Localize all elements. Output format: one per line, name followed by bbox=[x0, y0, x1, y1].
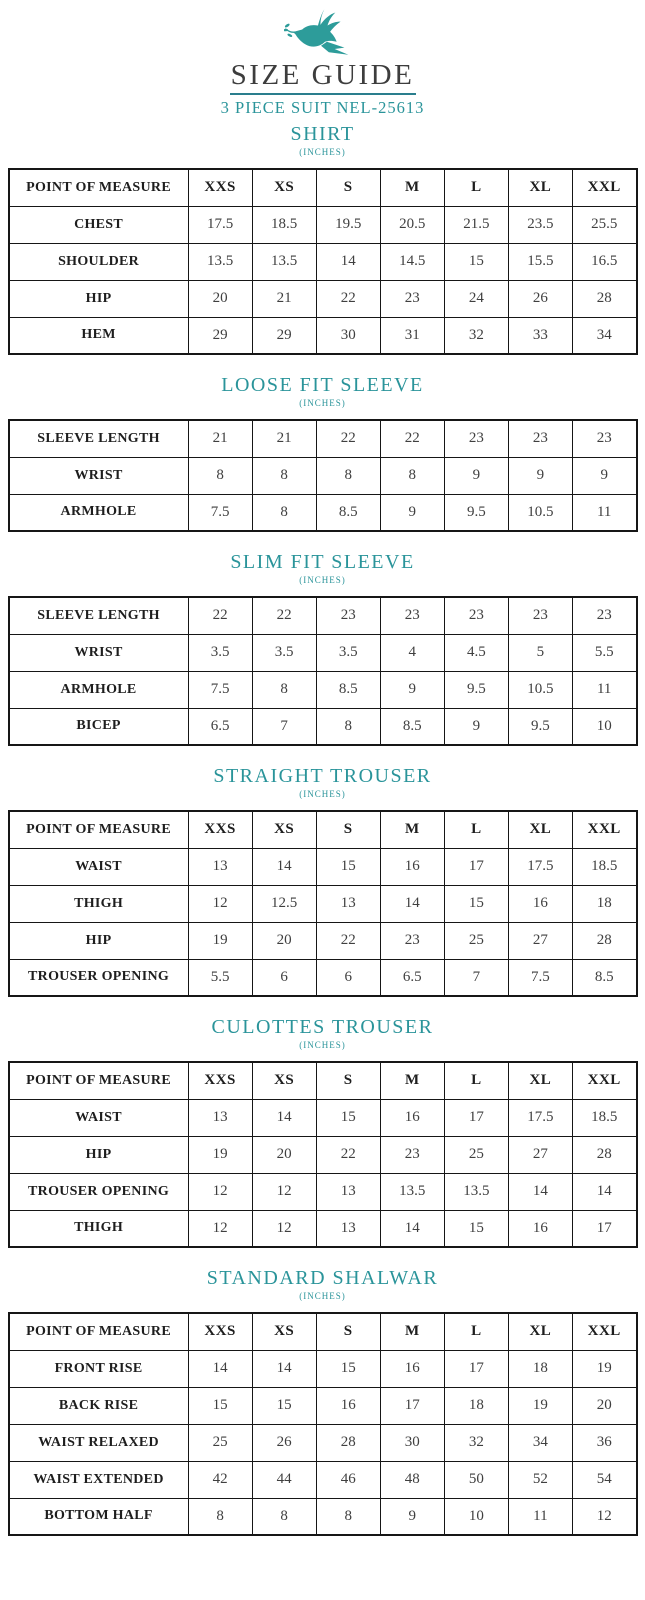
measure-label-cell: WAIST EXTENDED bbox=[9, 1461, 189, 1498]
size-tables-container bbox=[0, 121, 645, 1536]
section-title: SLIM FIT SLEEVE bbox=[230, 551, 415, 573]
measure-label-cell: CHEST bbox=[9, 206, 189, 243]
measure-value-cell: 17.5 bbox=[508, 848, 572, 885]
measure-value-cell: 8.5 bbox=[316, 494, 380, 531]
size-header-cell: XXL bbox=[572, 1313, 636, 1350]
measure-value-cell: 13 bbox=[316, 885, 380, 922]
measurement-row bbox=[9, 1173, 637, 1210]
measurement-row bbox=[9, 634, 637, 671]
measure-value-cell: 17 bbox=[380, 1387, 444, 1424]
section-unit-label: (INCHES) bbox=[299, 398, 346, 408]
measurement-row bbox=[9, 848, 637, 885]
measure-value-cell: 17 bbox=[444, 1350, 508, 1387]
measure-value-cell: 18 bbox=[508, 1350, 572, 1387]
measure-value-cell: 21 bbox=[252, 280, 316, 317]
size-header-row bbox=[9, 1062, 637, 1099]
measure-value-cell: 24 bbox=[444, 280, 508, 317]
measure-label-cell: WAIST bbox=[9, 848, 189, 885]
measure-value-cell: 9 bbox=[380, 671, 444, 708]
measure-value-cell: 7 bbox=[444, 959, 508, 996]
size-header-cell: L bbox=[444, 169, 508, 206]
measure-value-cell: 30 bbox=[316, 317, 380, 354]
measure-value-cell: 20.5 bbox=[380, 206, 444, 243]
size-header-cell: XS bbox=[252, 169, 316, 206]
measure-value-cell: 22 bbox=[188, 597, 252, 634]
measure-value-cell: 26 bbox=[252, 1424, 316, 1461]
measure-value-cell: 42 bbox=[188, 1461, 252, 1498]
measure-value-cell: 28 bbox=[572, 922, 636, 959]
measure-value-cell: 20 bbox=[252, 1136, 316, 1173]
measurement-row bbox=[9, 1099, 637, 1136]
measure-value-cell: 13 bbox=[316, 1173, 380, 1210]
measure-value-cell: 6.5 bbox=[380, 959, 444, 996]
measure-value-cell: 18.5 bbox=[252, 206, 316, 243]
size-header-cell: M bbox=[380, 169, 444, 206]
measure-value-cell: 13.5 bbox=[380, 1173, 444, 1210]
measure-value-cell: 8 bbox=[252, 494, 316, 531]
size-table-body bbox=[9, 1062, 637, 1247]
size-table bbox=[8, 596, 638, 746]
measure-value-cell: 28 bbox=[572, 280, 636, 317]
measurement-row bbox=[9, 1210, 637, 1247]
measure-value-cell: 4 bbox=[380, 634, 444, 671]
brand-logo bbox=[0, 8, 645, 60]
size-section bbox=[0, 1265, 645, 1536]
size-table bbox=[8, 419, 638, 532]
measure-value-cell: 14 bbox=[572, 1173, 636, 1210]
measure-value-cell: 12 bbox=[572, 1498, 636, 1535]
measure-value-cell: 8.5 bbox=[572, 959, 636, 996]
measure-value-cell: 16 bbox=[380, 848, 444, 885]
measure-value-cell: 12 bbox=[252, 1210, 316, 1247]
measurement-row bbox=[9, 1387, 637, 1424]
size-header-cell: L bbox=[444, 811, 508, 848]
size-header-cell: XXS bbox=[188, 1062, 252, 1099]
measure-value-cell: 25 bbox=[444, 1136, 508, 1173]
measure-value-cell: 6 bbox=[316, 959, 380, 996]
measure-value-cell: 17.5 bbox=[508, 1099, 572, 1136]
measure-value-cell: 9.5 bbox=[444, 671, 508, 708]
measure-value-cell: 8 bbox=[188, 1498, 252, 1535]
measure-value-cell: 13.5 bbox=[252, 243, 316, 280]
measure-value-cell: 29 bbox=[188, 317, 252, 354]
measure-value-cell: 33 bbox=[508, 317, 572, 354]
measure-value-cell: 5.5 bbox=[572, 634, 636, 671]
size-header-cell: XS bbox=[252, 811, 316, 848]
measurement-row bbox=[9, 1424, 637, 1461]
measure-value-cell: 9 bbox=[508, 457, 572, 494]
measure-value-cell: 19 bbox=[508, 1387, 572, 1424]
measure-value-cell: 14 bbox=[380, 1210, 444, 1247]
size-table-body bbox=[9, 597, 637, 745]
measure-label-cell: WRIST bbox=[9, 634, 189, 671]
measure-value-cell: 25 bbox=[444, 922, 508, 959]
measure-value-cell: 8.5 bbox=[316, 671, 380, 708]
measure-value-cell: 15 bbox=[316, 1350, 380, 1387]
page-subtitle: 3 PIECE SUIT NEL-25613 bbox=[220, 98, 425, 117]
size-section bbox=[0, 763, 645, 997]
size-header-row bbox=[9, 811, 637, 848]
size-header-cell: L bbox=[444, 1313, 508, 1350]
section-title: STANDARD SHALWAR bbox=[206, 1267, 439, 1289]
measure-value-cell: 31 bbox=[380, 317, 444, 354]
measure-value-cell: 10.5 bbox=[508, 494, 572, 531]
measure-value-cell: 18.5 bbox=[572, 848, 636, 885]
size-table-body bbox=[9, 1313, 637, 1535]
measure-label-cell: THIGH bbox=[9, 1210, 189, 1247]
dove-olive-branch-icon bbox=[284, 8, 362, 60]
measure-value-cell: 22 bbox=[252, 597, 316, 634]
point-of-measure-header: POINT OF MEASURE bbox=[9, 1313, 189, 1350]
measure-value-cell: 16 bbox=[508, 885, 572, 922]
measure-value-cell: 3.5 bbox=[316, 634, 380, 671]
measure-value-cell: 22 bbox=[316, 1136, 380, 1173]
measure-value-cell: 22 bbox=[380, 420, 444, 457]
section-title: SHIRT bbox=[290, 123, 355, 145]
size-header-cell: M bbox=[380, 1313, 444, 1350]
section-title: LOOSE FIT SLEEVE bbox=[221, 374, 424, 396]
measurement-row bbox=[9, 494, 637, 531]
measure-value-cell: 7.5 bbox=[188, 671, 252, 708]
measure-value-cell: 13 bbox=[188, 848, 252, 885]
size-header-cell: XXS bbox=[188, 811, 252, 848]
measure-value-cell: 54 bbox=[572, 1461, 636, 1498]
measure-value-cell: 23 bbox=[380, 1136, 444, 1173]
measure-value-cell: 14 bbox=[188, 1350, 252, 1387]
measure-value-cell: 6 bbox=[252, 959, 316, 996]
section-title: CULOTTES TROUSER bbox=[211, 1016, 434, 1038]
measure-value-cell: 12.5 bbox=[252, 885, 316, 922]
section-unit-label: (INCHES) bbox=[299, 147, 346, 157]
measure-value-cell: 15 bbox=[316, 848, 380, 885]
measure-value-cell: 14 bbox=[316, 243, 380, 280]
measure-label-cell: BOTTOM HALF bbox=[9, 1498, 189, 1535]
size-header-cell: XXS bbox=[188, 169, 252, 206]
measure-value-cell: 11 bbox=[572, 671, 636, 708]
measure-value-cell: 22 bbox=[316, 420, 380, 457]
title-underline bbox=[230, 93, 416, 95]
measurement-row bbox=[9, 206, 637, 243]
measure-value-cell: 28 bbox=[572, 1136, 636, 1173]
measure-value-cell: 8 bbox=[316, 457, 380, 494]
measure-value-cell: 14 bbox=[508, 1173, 572, 1210]
measure-value-cell: 14.5 bbox=[380, 243, 444, 280]
measure-label-cell: TROUSER OPENING bbox=[9, 959, 189, 996]
measure-label-cell: BICEP bbox=[9, 708, 189, 745]
measure-value-cell: 15 bbox=[444, 243, 508, 280]
measure-value-cell: 52 bbox=[508, 1461, 572, 1498]
measure-value-cell: 23 bbox=[444, 420, 508, 457]
measure-value-cell: 3.5 bbox=[188, 634, 252, 671]
size-header-cell: M bbox=[380, 811, 444, 848]
size-header-cell: XS bbox=[252, 1062, 316, 1099]
measure-value-cell: 34 bbox=[572, 317, 636, 354]
size-header-cell: XL bbox=[508, 1062, 572, 1099]
point-of-measure-header: POINT OF MEASURE bbox=[9, 1062, 189, 1099]
measure-value-cell: 25.5 bbox=[572, 206, 636, 243]
measure-value-cell: 46 bbox=[316, 1461, 380, 1498]
measure-label-cell: TROUSER OPENING bbox=[9, 1173, 189, 1210]
measurement-row bbox=[9, 420, 637, 457]
measure-label-cell: HIP bbox=[9, 1136, 189, 1173]
size-section bbox=[0, 549, 645, 746]
measure-value-cell: 34 bbox=[508, 1424, 572, 1461]
size-header-row bbox=[9, 169, 637, 206]
measure-value-cell: 17 bbox=[572, 1210, 636, 1247]
size-header-cell: S bbox=[316, 1062, 380, 1099]
measure-value-cell: 9 bbox=[444, 708, 508, 745]
measure-value-cell: 8 bbox=[316, 708, 380, 745]
size-section bbox=[0, 121, 645, 355]
measure-value-cell: 26 bbox=[508, 280, 572, 317]
measure-value-cell: 13.5 bbox=[188, 243, 252, 280]
measure-value-cell: 8 bbox=[252, 1498, 316, 1535]
size-section bbox=[0, 372, 645, 532]
measure-value-cell: 10 bbox=[444, 1498, 508, 1535]
measure-value-cell: 18 bbox=[572, 885, 636, 922]
measure-value-cell: 15 bbox=[444, 1210, 508, 1247]
section-title: STRAIGHT TROUSER bbox=[213, 765, 432, 787]
measure-value-cell: 14 bbox=[252, 1350, 316, 1387]
measurement-row bbox=[9, 280, 637, 317]
measure-value-cell: 19 bbox=[188, 1136, 252, 1173]
measure-value-cell: 20 bbox=[252, 922, 316, 959]
measure-value-cell: 12 bbox=[188, 885, 252, 922]
measure-value-cell: 9 bbox=[380, 494, 444, 531]
size-table bbox=[8, 1061, 638, 1248]
point-of-measure-header: POINT OF MEASURE bbox=[9, 169, 189, 206]
size-header-cell: S bbox=[316, 169, 380, 206]
measurement-row bbox=[9, 1136, 637, 1173]
section-unit-label: (INCHES) bbox=[299, 575, 346, 585]
measure-value-cell: 23 bbox=[572, 420, 636, 457]
measure-value-cell: 18 bbox=[444, 1387, 508, 1424]
measurement-row bbox=[9, 1350, 637, 1387]
measure-value-cell: 23 bbox=[508, 597, 572, 634]
measure-value-cell: 22 bbox=[316, 922, 380, 959]
measure-value-cell: 32 bbox=[444, 1424, 508, 1461]
measure-value-cell: 14 bbox=[380, 885, 444, 922]
measure-value-cell: 9 bbox=[572, 457, 636, 494]
size-header-row bbox=[9, 1313, 637, 1350]
measure-value-cell: 44 bbox=[252, 1461, 316, 1498]
size-table-body bbox=[9, 169, 637, 354]
measure-value-cell: 17 bbox=[444, 1099, 508, 1136]
measure-value-cell: 29 bbox=[252, 317, 316, 354]
measure-value-cell: 10.5 bbox=[508, 671, 572, 708]
measure-label-cell: BACK RISE bbox=[9, 1387, 189, 1424]
measure-value-cell: 14 bbox=[252, 848, 316, 885]
measure-value-cell: 17.5 bbox=[188, 206, 252, 243]
measure-value-cell: 23 bbox=[316, 597, 380, 634]
size-header-cell: XXS bbox=[188, 1313, 252, 1350]
measure-value-cell: 7 bbox=[252, 708, 316, 745]
measure-value-cell: 19 bbox=[188, 922, 252, 959]
measurement-row bbox=[9, 959, 637, 996]
measure-value-cell: 12 bbox=[252, 1173, 316, 1210]
measure-value-cell: 23 bbox=[380, 922, 444, 959]
measure-value-cell: 27 bbox=[508, 922, 572, 959]
measure-value-cell: 15 bbox=[316, 1099, 380, 1136]
measure-value-cell: 5.5 bbox=[188, 959, 252, 996]
measure-value-cell: 8 bbox=[380, 457, 444, 494]
measure-value-cell: 16 bbox=[380, 1350, 444, 1387]
measure-value-cell: 28 bbox=[316, 1424, 380, 1461]
measure-value-cell: 21.5 bbox=[444, 206, 508, 243]
size-table-body bbox=[9, 811, 637, 996]
measure-value-cell: 14 bbox=[252, 1099, 316, 1136]
size-header-cell: XL bbox=[508, 811, 572, 848]
measure-value-cell: 15.5 bbox=[508, 243, 572, 280]
section-unit-label: (INCHES) bbox=[299, 1291, 346, 1301]
size-table bbox=[8, 810, 638, 997]
measure-value-cell: 19.5 bbox=[316, 206, 380, 243]
measure-value-cell: 8 bbox=[252, 671, 316, 708]
measurement-row bbox=[9, 922, 637, 959]
measure-label-cell: HIP bbox=[9, 280, 189, 317]
measure-value-cell: 27 bbox=[508, 1136, 572, 1173]
measurement-row bbox=[9, 317, 637, 354]
measurement-row bbox=[9, 885, 637, 922]
measure-label-cell: FRONT RISE bbox=[9, 1350, 189, 1387]
measure-label-cell: WAIST RELAXED bbox=[9, 1424, 189, 1461]
measure-value-cell: 50 bbox=[444, 1461, 508, 1498]
measure-value-cell: 21 bbox=[252, 420, 316, 457]
measure-value-cell: 17 bbox=[444, 848, 508, 885]
measure-value-cell: 48 bbox=[380, 1461, 444, 1498]
measure-value-cell: 9 bbox=[444, 457, 508, 494]
measurement-row bbox=[9, 708, 637, 745]
measure-value-cell: 4.5 bbox=[444, 634, 508, 671]
measure-value-cell: 23 bbox=[444, 597, 508, 634]
measurement-row bbox=[9, 671, 637, 708]
size-header-cell: M bbox=[380, 1062, 444, 1099]
measure-value-cell: 16 bbox=[508, 1210, 572, 1247]
measure-label-cell: SHOULDER bbox=[9, 243, 189, 280]
measure-label-cell: ARMHOLE bbox=[9, 671, 189, 708]
measure-value-cell: 8 bbox=[188, 457, 252, 494]
measure-value-cell: 20 bbox=[572, 1387, 636, 1424]
measure-value-cell: 23 bbox=[572, 597, 636, 634]
measure-value-cell: 22 bbox=[316, 280, 380, 317]
measure-value-cell: 13 bbox=[316, 1210, 380, 1247]
size-header-cell: S bbox=[316, 1313, 380, 1350]
measure-value-cell: 23 bbox=[380, 597, 444, 634]
measure-value-cell: 23 bbox=[508, 420, 572, 457]
size-header-cell: XXL bbox=[572, 169, 636, 206]
measure-value-cell: 9.5 bbox=[508, 708, 572, 745]
measure-value-cell: 12 bbox=[188, 1210, 252, 1247]
measure-value-cell: 23.5 bbox=[508, 206, 572, 243]
measure-value-cell: 7.5 bbox=[508, 959, 572, 996]
measure-value-cell: 16 bbox=[316, 1387, 380, 1424]
measure-value-cell: 16.5 bbox=[572, 243, 636, 280]
measure-value-cell: 36 bbox=[572, 1424, 636, 1461]
size-header-cell: S bbox=[316, 811, 380, 848]
size-header-cell: XS bbox=[252, 1313, 316, 1350]
measure-value-cell: 6.5 bbox=[188, 708, 252, 745]
measure-value-cell: 15 bbox=[188, 1387, 252, 1424]
measure-value-cell: 16 bbox=[380, 1099, 444, 1136]
measure-label-cell: ARMHOLE bbox=[9, 494, 189, 531]
measure-label-cell: HIP bbox=[9, 922, 189, 959]
measure-value-cell: 5 bbox=[508, 634, 572, 671]
measurement-row bbox=[9, 457, 637, 494]
measure-value-cell: 12 bbox=[188, 1173, 252, 1210]
size-section bbox=[0, 1014, 645, 1248]
size-header-cell: XL bbox=[508, 1313, 572, 1350]
measure-value-cell: 23 bbox=[380, 280, 444, 317]
size-table bbox=[8, 1312, 638, 1536]
measure-label-cell: WRIST bbox=[9, 457, 189, 494]
size-header-cell: XL bbox=[508, 169, 572, 206]
measure-value-cell: 8 bbox=[252, 457, 316, 494]
measure-label-cell: THIGH bbox=[9, 885, 189, 922]
measure-label-cell: SLEEVE LENGTH bbox=[9, 420, 189, 457]
measurement-row bbox=[9, 1461, 637, 1498]
measure-value-cell: 8 bbox=[316, 1498, 380, 1535]
size-header-cell: L bbox=[444, 1062, 508, 1099]
measure-label-cell: HEM bbox=[9, 317, 189, 354]
measure-value-cell: 9 bbox=[380, 1498, 444, 1535]
size-header-cell: XXL bbox=[572, 811, 636, 848]
size-table bbox=[8, 168, 638, 355]
point-of-measure-header: POINT OF MEASURE bbox=[9, 811, 189, 848]
measure-value-cell: 18.5 bbox=[572, 1099, 636, 1136]
size-table-body bbox=[9, 420, 637, 531]
page-header bbox=[0, 8, 645, 117]
measure-value-cell: 8.5 bbox=[380, 708, 444, 745]
measure-value-cell: 13 bbox=[188, 1099, 252, 1136]
measure-value-cell: 11 bbox=[572, 494, 636, 531]
measurement-row bbox=[9, 243, 637, 280]
measure-value-cell: 15 bbox=[252, 1387, 316, 1424]
measure-value-cell: 9.5 bbox=[444, 494, 508, 531]
measurement-row bbox=[9, 1498, 637, 1535]
measure-value-cell: 19 bbox=[572, 1350, 636, 1387]
measure-value-cell: 3.5 bbox=[252, 634, 316, 671]
measure-label-cell: SLEEVE LENGTH bbox=[9, 597, 189, 634]
section-unit-label: (INCHES) bbox=[299, 1040, 346, 1050]
measure-value-cell: 10 bbox=[572, 708, 636, 745]
measure-value-cell: 20 bbox=[188, 280, 252, 317]
measure-label-cell: WAIST bbox=[9, 1099, 189, 1136]
measure-value-cell: 11 bbox=[508, 1498, 572, 1535]
section-unit-label: (INCHES) bbox=[299, 789, 346, 799]
measurement-row bbox=[9, 597, 637, 634]
measure-value-cell: 25 bbox=[188, 1424, 252, 1461]
measure-value-cell: 15 bbox=[444, 885, 508, 922]
measure-value-cell: 30 bbox=[380, 1424, 444, 1461]
measure-value-cell: 21 bbox=[188, 420, 252, 457]
measure-value-cell: 13.5 bbox=[444, 1173, 508, 1210]
measure-value-cell: 7.5 bbox=[188, 494, 252, 531]
measure-value-cell: 32 bbox=[444, 317, 508, 354]
size-header-cell: XXL bbox=[572, 1062, 636, 1099]
page-title: SIZE GUIDE bbox=[230, 59, 415, 91]
